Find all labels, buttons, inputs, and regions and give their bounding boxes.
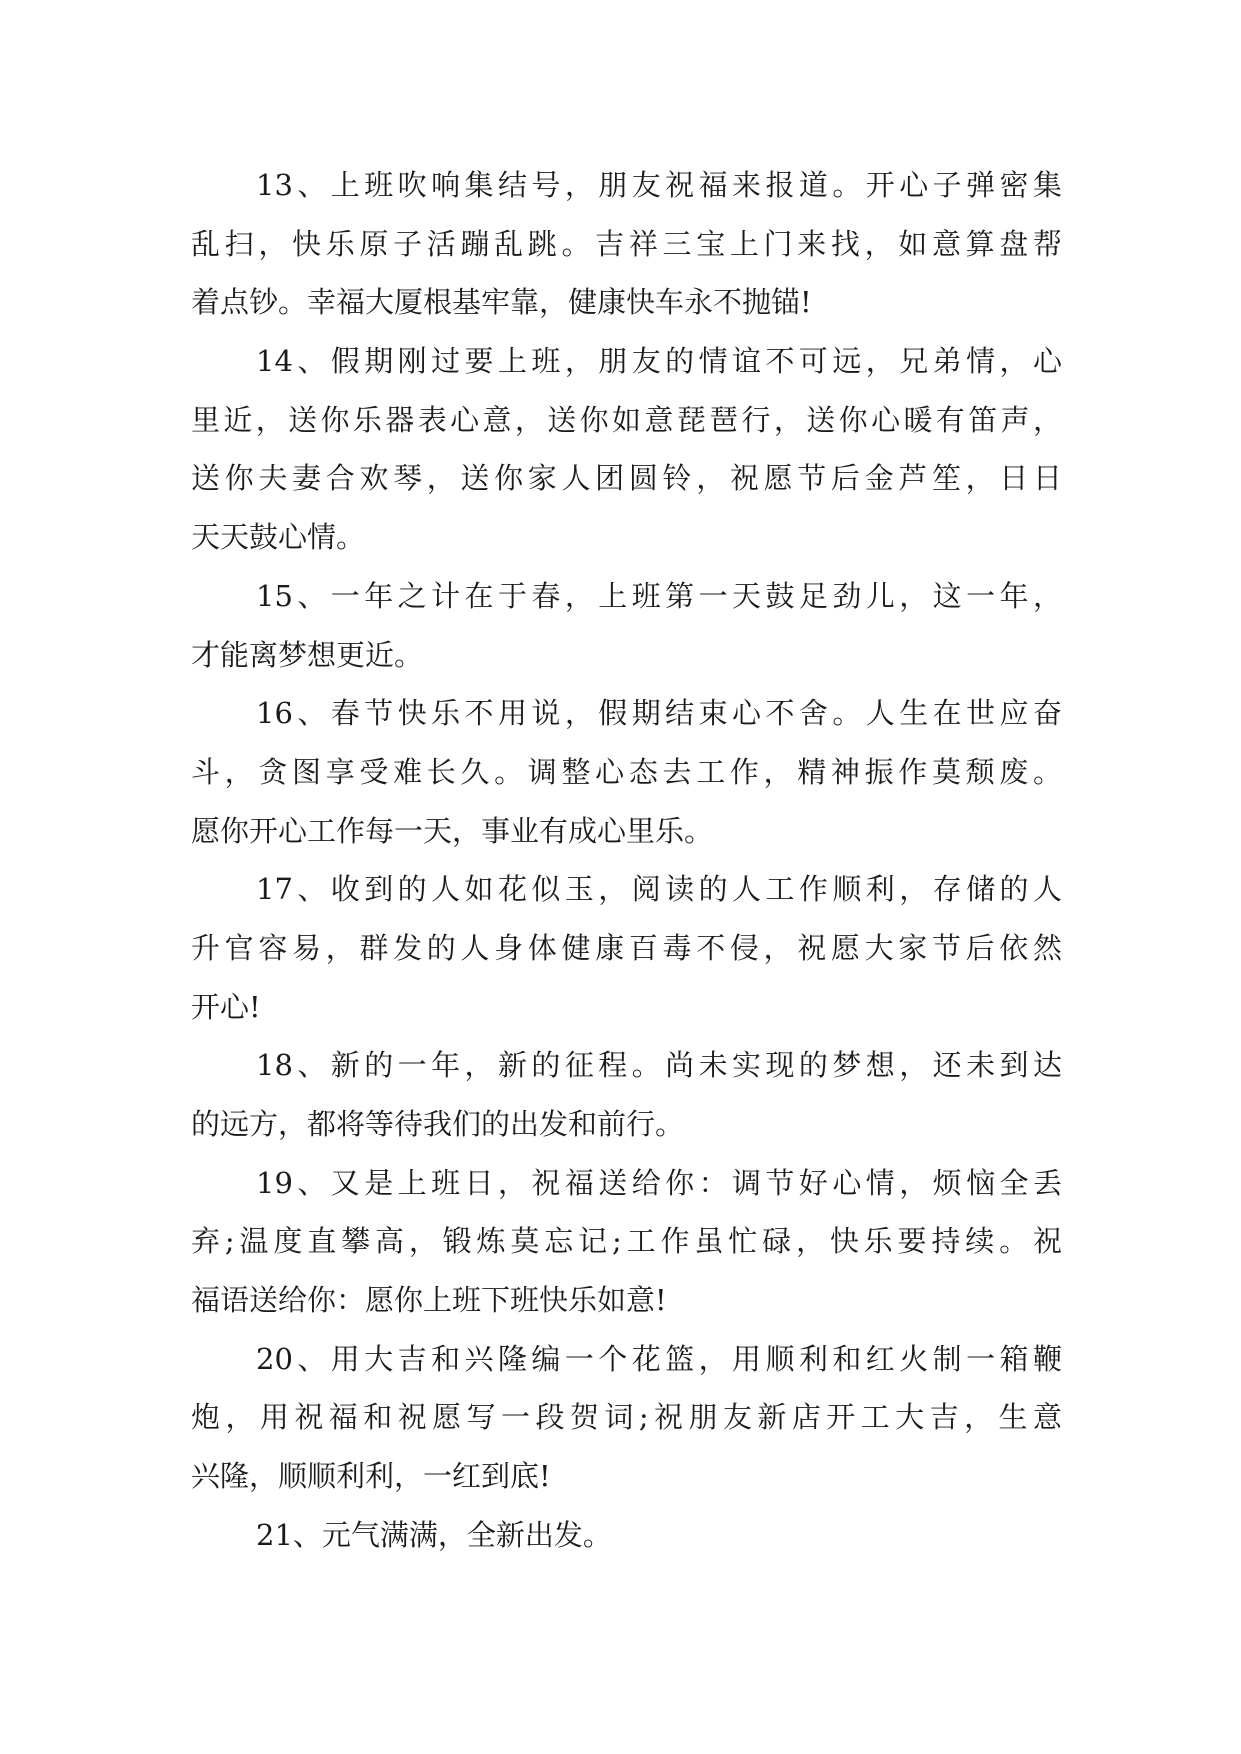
text-line: 里近，送你乐器表心意，送你如意琵琶行，送你心暖有笛声， [191,402,1062,437]
text-line: 18、新的一年，新的征程。尚未实现的梦想，还未到达 [256,1048,1062,1083]
text-line: 斗，贪图享受难长久。调整心态去工作，精神振作莫颓废。 [191,754,1062,789]
text-line: 乱扫，快乐原子活蹦乱跳。吉祥三宝上门来找，如意算盘帮 [191,226,1062,261]
text-line: 13、上班吹响集结号，朋友祝福来报道。开心子弹密集 [256,168,1062,202]
paragraph-17 [191,860,1062,1036]
text-line: 14、假期刚过要上班，朋友的情谊不可远，兄弟情，心 [256,344,1062,379]
paragraph-14 [191,332,1062,567]
text-line: 兴隆，顺顺利利，一红到底! [191,1459,551,1494]
text-line: 16、春节快乐不用说，假期结束心不舍。人生在世应奋 [256,696,1062,731]
text-line: 15、一年之计在于春，上班第一天鼓足劲儿，这一年， [256,578,1062,613]
paragraph-13 [191,156,1062,332]
text-line: 19、又是上班日，祝福送给你：调节好心情，烦恼全丢 [256,1165,1062,1200]
text-line: 17、收到的人如花似玉，阅读的人工作顺利，存储的人 [256,872,1062,907]
document-body [191,156,1062,1565]
text-line: 送你夫妻合欢琴，送你家人团圆铃，祝愿节后金芦笙，日日 [191,461,1062,496]
paragraph-21 [191,1506,1062,1565]
text-line: 升官容易，群发的人身体健康百毒不侵，祝愿大家节后依然 [191,930,1062,965]
text-line: 才能离梦想更近。 [191,637,424,672]
text-line: 炮，用祝福和祝愿写一段贺词;祝朋友新店开工大吉，生意 [191,1400,1062,1435]
text-line: 的远方，都将等待我们的出发和前行。 [191,1107,685,1141]
text-line: 开心! [191,989,261,1024]
text-line: 着点钞。幸福大厦根基牢靠，健康快车永不抛锚! [191,285,812,320]
paragraph-18 [191,1036,1062,1153]
text-line: 20、用大吉和兴隆编一个花篮，用顺利和红火制一箱鞭 [256,1341,1062,1376]
text-line: 愿你开心工作每一天，事业有成心里乐。 [191,813,714,848]
text-line: 21、元气满满，全新出发。 [256,1517,612,1552]
text-line: 弃;温度直攀高，锻炼莫忘记;工作虽忙碌，快乐要持续。祝 [191,1224,1062,1259]
paragraph-15 [191,567,1062,684]
paragraph-16 [191,684,1062,860]
text-line: 福语送给你：愿你上班下班快乐如意! [191,1283,667,1318]
paragraph-19 [191,1154,1062,1330]
text-line: 天天鼓心情。 [191,520,366,555]
paragraph-20 [191,1330,1062,1506]
